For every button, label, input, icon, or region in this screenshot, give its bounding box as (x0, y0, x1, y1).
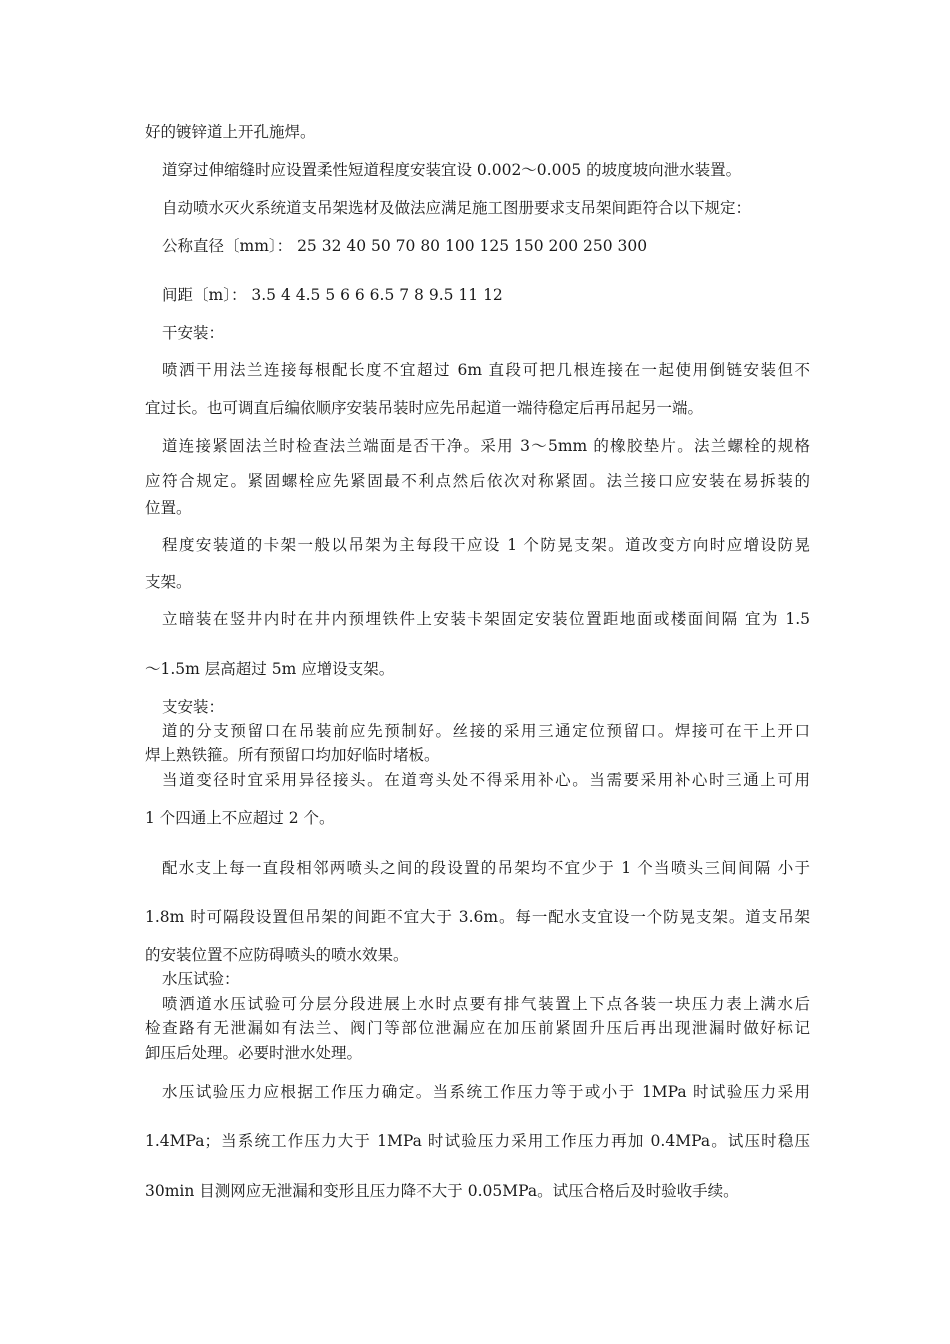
text-line: 喷洒道水压试验可分层分段进展上水时点要有排气装置上下点各装一块压力表上满水后 (162, 995, 810, 1013)
text-line: 道的分支预留口在吊装前应先预制好。丝接的采用三通定位预留口。焊接可在干上开口 (162, 722, 810, 740)
section-heading: 水压试验： (162, 970, 240, 988)
text-line: 1.8m 时可隔段设置但吊架的间距不宜大于 3.6m。每一配水支宜设一个防晃支架。道支吊架 (145, 908, 810, 926)
text-line: 水压试验压力应根据工作压力确定。当系统工作压力等于或小于 1MPa 时试验压力采用 (162, 1083, 810, 1101)
section-heading: 干安装： (162, 324, 225, 342)
text-line: 的安装位置不应防碍喷头的喷水效果。 (145, 946, 409, 964)
text-line: 当道变径时宜采用异径接头。在道弯头处不得采用补心。当需要采用补心时三通上可用 (162, 771, 810, 789)
text-line: 位置。 (145, 499, 192, 517)
text-line: 道连接紧固法兰时检查法兰端面是否干净。采用 3～5mm 的橡胶垫片。法兰螺栓的规格 (162, 437, 810, 455)
text-line: 支架。 (145, 573, 192, 591)
text-line: 应符合规定。紧固螺栓应先紧固最不利点然后依次对称紧固。法兰接口应安装在易拆装的 (145, 472, 810, 490)
text-line: 喷洒干用法兰连接每根配长度不宜超过 6m 直段可把几根连接在一起使用倒链安装但不 (162, 361, 810, 379)
text-line: 立暗装在竖井内时在井内预埋铁件上安装卡架固定安装位置距地面或楼面间隔 宜为 1.5 (162, 610, 810, 628)
text-line: ～1.5m 层高超过 5m 应增设支架。 (145, 660, 395, 678)
text-line: 程度安装道的卡架一般以吊架为主每段干应设 1 个防晃支架。道改变方向时应增设防晃 (162, 536, 810, 554)
text-line: 配水支上每一直段相邻两喷头之间的段设置的吊架均不宜少于 1 个当喷头三间间隔 小于 (162, 859, 810, 877)
text-line: 公称直径〔mm〕： 25 32 40 50 70 80 100 125 150 200 250 300 (162, 237, 648, 255)
text-line: 1.4MPa；当系统工作压力大于 1MPa 时试验压力采用工作压力再加 0.4MPa。试压时稳压 (145, 1132, 810, 1150)
text-line: 间距〔m〕： 3.5 4 4.5 5 6 6 6.5 7 8 9.5 11 12 (162, 286, 503, 304)
text-line: 检查路有无泄漏如有法兰、阀门等部位泄漏应在加压前紧固升压后再出现泄漏时做好标记 (145, 1019, 810, 1037)
text-line: 卸压后处理。必要时泄水处理。 (145, 1044, 363, 1062)
text-line: 自动喷水灭火系统道支吊架选材及做法应满足施工图册要求支吊架间距符合以下规定： (162, 199, 752, 217)
text-line: 30min 目测网应无泄漏和变形且压力降不大于 0.05MPa。试压合格后及时验收手续。 (145, 1182, 739, 1200)
text-line: 好的镀锌道上开孔施焊。 (145, 123, 316, 141)
text-line: 1 个四通上不应超过 2 个。 (145, 809, 335, 827)
text-line: 焊上熟铁箍。所有预留口均加好临时堵板。 (145, 746, 440, 764)
text-line: 道穿过伸缩缝时应设置柔性短道程度安装宜设 0.002～0.005 的坡度坡向泄水装置。 (162, 161, 742, 179)
text-line: 宜过长。也可调直后编依顺序安装吊装时应先吊起道一端待稳定后再吊起另一端。 (145, 399, 704, 417)
section-heading: 支安装： (162, 698, 225, 716)
